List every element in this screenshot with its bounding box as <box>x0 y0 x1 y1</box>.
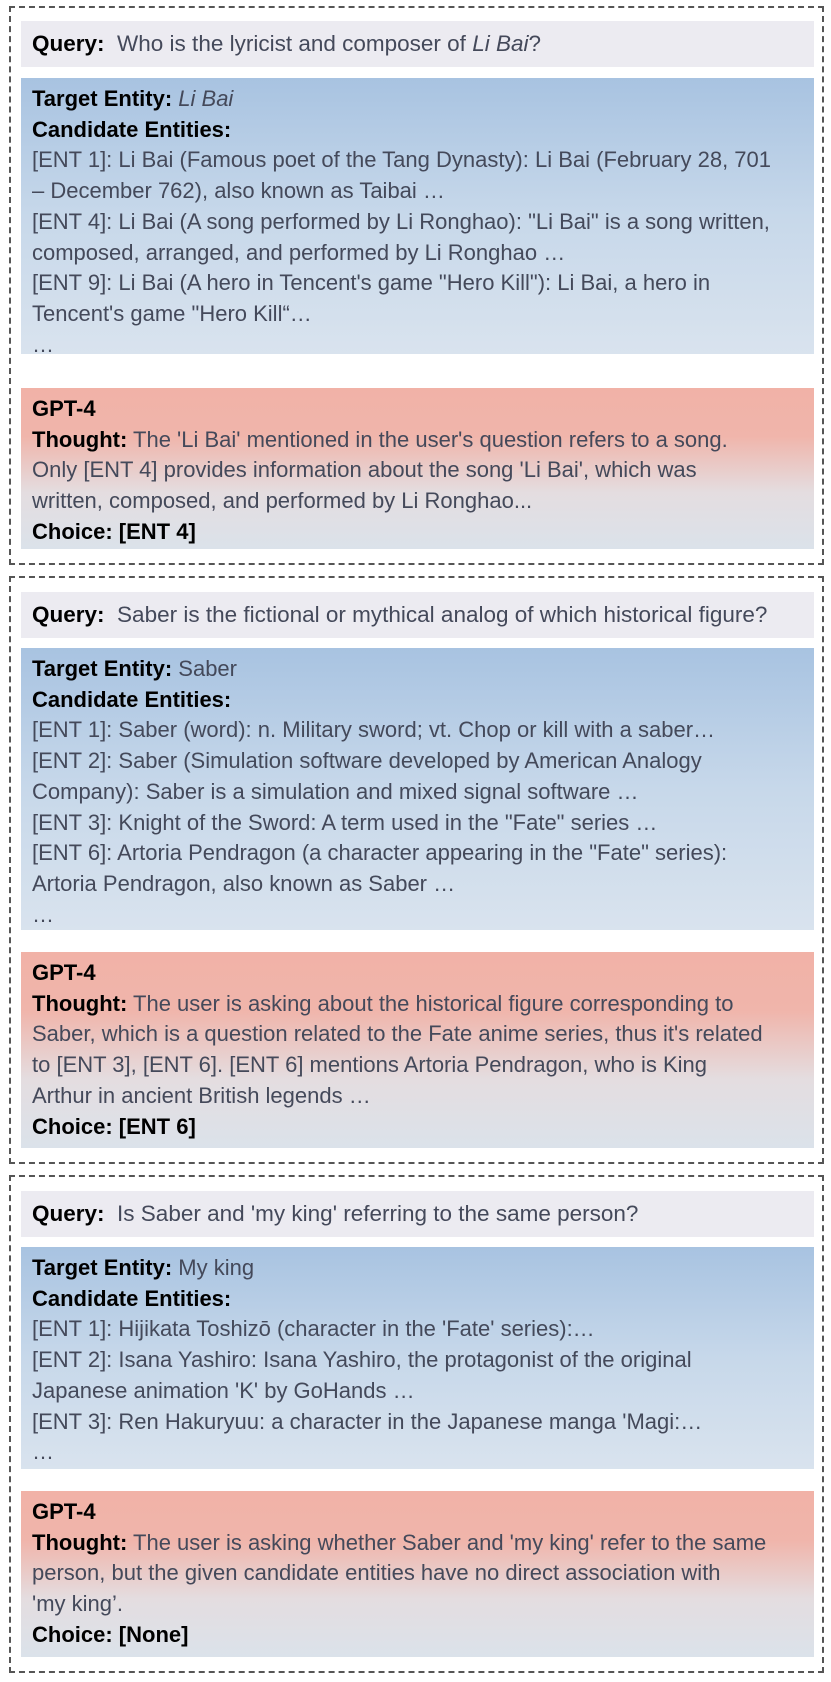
candidate-line: – December 762), also known as Taibai … <box>32 178 445 204</box>
candidate-line: [ENT 6]: Artoria Pendragon (a character appearing in the "Fate" series): <box>32 840 728 866</box>
thought-text: 'my king’. <box>32 1591 123 1617</box>
thought-label: Thought: <box>32 426 128 452</box>
candidate-line: [ENT 2]: Isana Yashiro: Isana Yashiro, the protagonist of the original <box>32 1347 692 1373</box>
thought-line <box>32 1528 803 1559</box>
candidate-line: … <box>32 331 54 357</box>
query-entity: Li Bai <box>472 31 529 56</box>
target-entity-line <box>32 654 803 685</box>
candidates-label: Candidate Entities: <box>32 686 232 712</box>
target-entity-label: Target Entity: <box>32 1255 173 1280</box>
choice-label: Choice: [ENT 4] <box>32 518 196 544</box>
query-suffix: ? <box>528 31 541 56</box>
query-label: Query: <box>32 602 105 627</box>
choice-label: Choice: [None] <box>32 1621 189 1647</box>
thought-text: written, composed, and performed by Li Ronghao... <box>32 488 533 514</box>
target-entity-value: Li Bai <box>178 86 234 111</box>
target-entity-label: Target Entity: <box>32 656 173 681</box>
gpt4-response-box <box>21 952 814 1148</box>
target-entity-line <box>32 84 803 115</box>
thought-text: to [ENT 3], [ENT 6]. [ENT 6] mentions Artoria Pendragon, who is King <box>32 1052 707 1078</box>
candidate-line: [ENT 1]: Li Bai (Famous poet of the Tang Dynasty): Li Bai (February 28, 701 <box>32 147 771 173</box>
model-label: GPT-4 <box>32 960 96 985</box>
target-entity-value: Saber <box>178 656 237 681</box>
thought-line <box>32 989 803 1020</box>
thought-text: The user is asking about the historical figure corresponding to <box>133 990 734 1016</box>
candidate-entities-box <box>21 648 814 930</box>
query-text: Saber is the fictional or mythical analog of which historical figure? <box>117 602 768 627</box>
query-text: Is Saber and 'my king' referring to the same person? <box>117 1201 639 1226</box>
candidate-line: Company): Saber is a simulation and mixed signal software … <box>32 778 639 804</box>
thought-text: Saber, which is a question related to the Fate anime series, thus it's related <box>32 1021 763 1047</box>
candidate-line: [ENT 3]: Knight of the Sword: A term used in the "Fate" series … <box>32 809 658 835</box>
candidate-line: Japanese animation 'K' by GoHands … <box>32 1377 415 1403</box>
choice-label: Choice: [ENT 6] <box>32 1113 196 1139</box>
candidate-entities-box <box>21 78 814 357</box>
query-label: Query: <box>32 31 105 56</box>
thought-text: The 'Li Bai' mentioned in the user's question refers to a song. <box>133 426 728 452</box>
candidate-entities-box <box>21 1247 814 1469</box>
query-text: Who is the lyricist and composer of <box>117 31 473 56</box>
thought-text: Only [ENT 4] provides information about the song 'Li Bai', which was <box>32 457 697 483</box>
candidate-line: composed, arranged, and performed by Li Ronghao … <box>32 239 566 265</box>
candidate-line: [ENT 2]: Saber (Simulation software developed by American Analogy <box>32 748 702 774</box>
thought-label: Thought: <box>32 990 128 1016</box>
case-1 <box>9 6 824 565</box>
candidate-line: [ENT 4]: Li Bai (A song performed by Li Ronghao): "Li Bai" is a song written, <box>32 208 770 234</box>
case-2 <box>9 576 824 1164</box>
candidate-line: [ENT 9]: Li Bai (A hero in Tencent's game "Hero Kill"): Li Bai, a hero in <box>32 270 711 296</box>
model-label: GPT-4 <box>32 396 96 421</box>
gpt4-response-box <box>21 388 814 549</box>
query-box <box>21 1191 814 1237</box>
thought-text: The user is asking whether Saber and 'my king' refer to the same <box>133 1529 767 1555</box>
candidate-line: [ENT 1]: Hijikata Toshizō (character in the 'Fate' series):… <box>32 1316 595 1342</box>
thought-label: Thought: <box>32 1529 128 1555</box>
target-entity-line <box>32 1253 803 1284</box>
candidate-line: Tencent's game "Hero Kill“… <box>32 300 312 326</box>
thought-text: Arthur in ancient British legends … <box>32 1082 371 1108</box>
candidate-line: Artoria Pendragon, also known as Saber … <box>32 870 456 896</box>
thought-text: person, but the given candidate entities have no direct association with <box>32 1560 721 1586</box>
candidate-line: [ENT 3]: Ren Hakuryuu: a character in the Japanese manga 'Magi:… <box>32 1408 703 1434</box>
candidates-label: Candidate Entities: <box>32 1285 232 1311</box>
case-3 <box>9 1175 824 1673</box>
candidate-line: … <box>32 901 54 927</box>
target-entity-label: Target Entity: <box>32 86 173 111</box>
query-box <box>21 592 814 638</box>
gpt4-response-box <box>21 1491 814 1657</box>
query-label: Query: <box>32 1201 105 1226</box>
target-entity-value: My king <box>178 1255 255 1280</box>
candidates-label: Candidate Entities: <box>32 116 232 142</box>
model-label: GPT-4 <box>32 1499 96 1524</box>
query-box <box>21 21 814 67</box>
thought-line <box>32 425 803 456</box>
candidate-line: … <box>32 1439 54 1465</box>
candidate-line: [ENT 1]: Saber (word): n. Military sword; vt. Chop or kill with a saber… <box>32 717 716 743</box>
